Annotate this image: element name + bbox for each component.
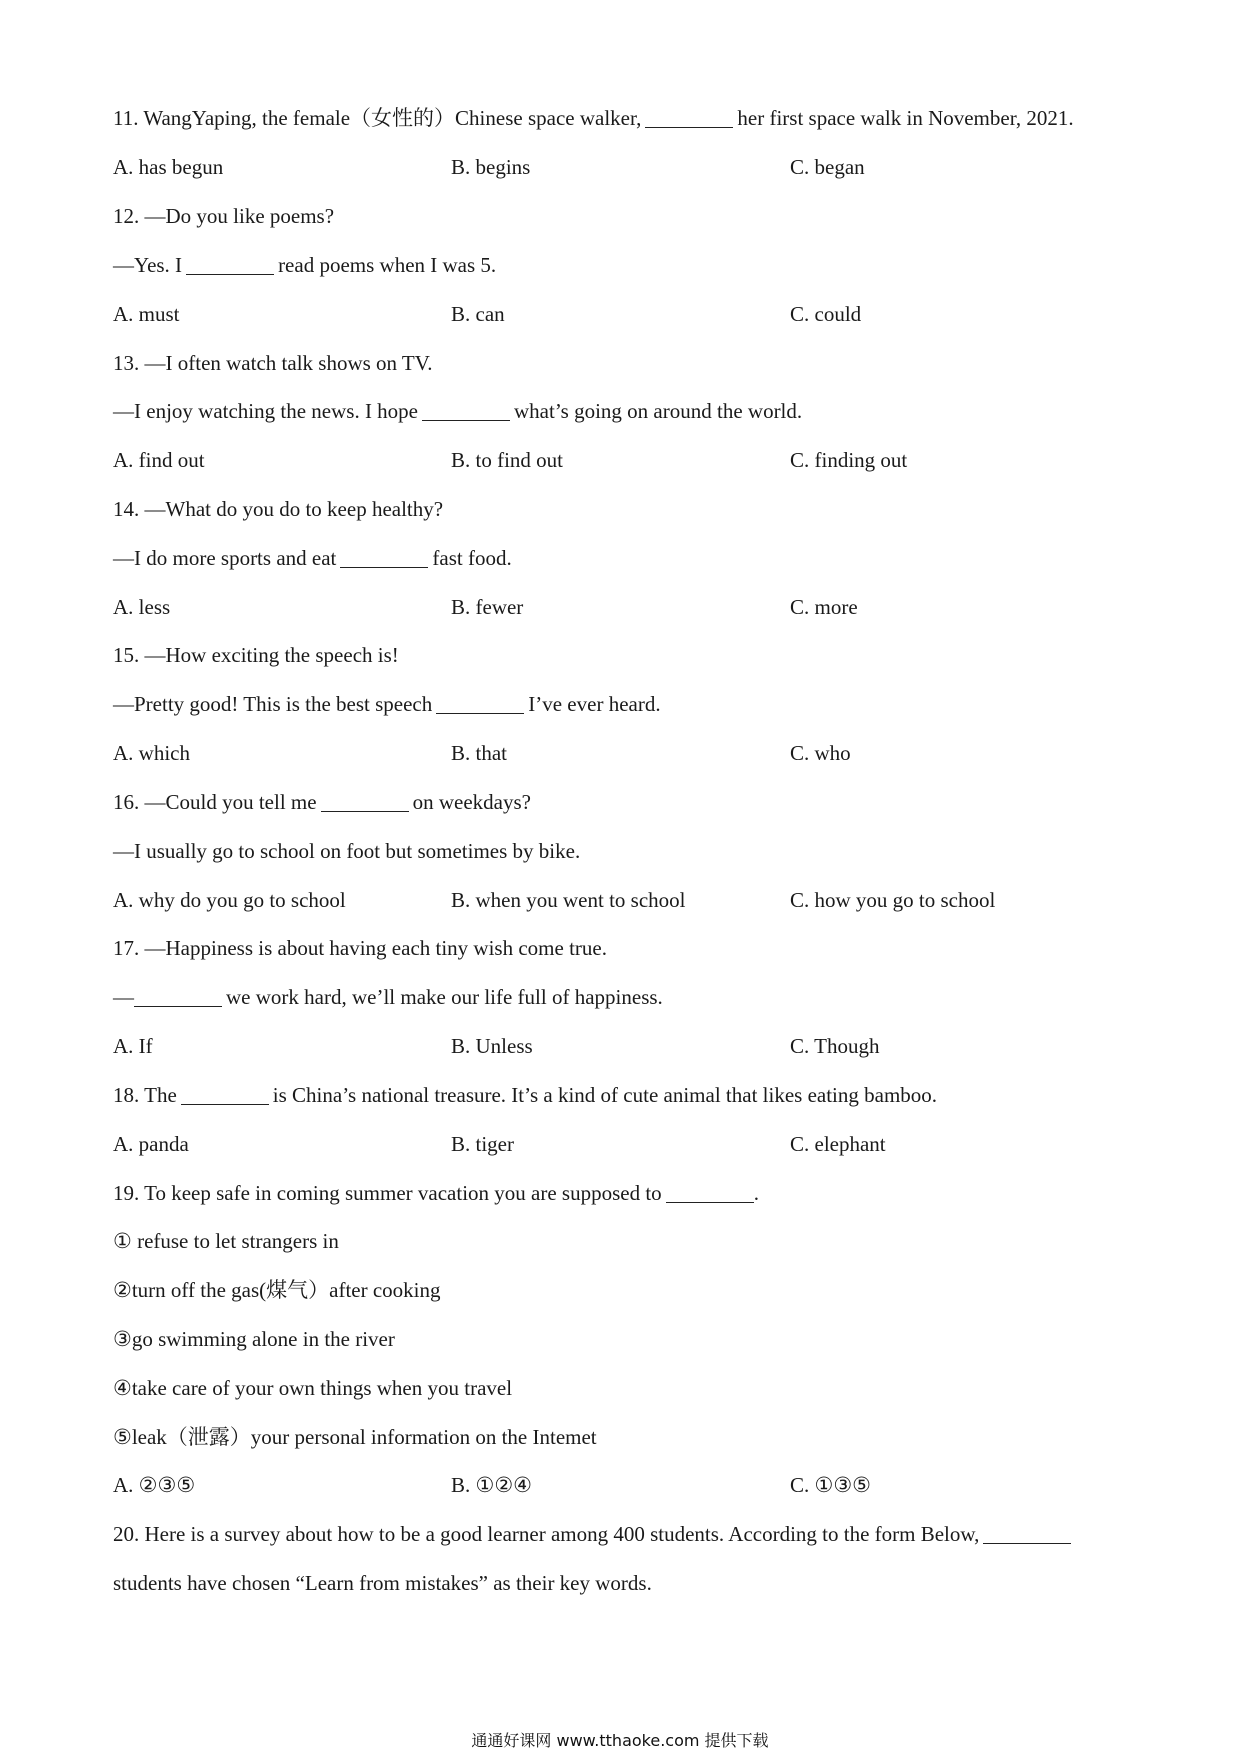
question-14-reply xyxy=(113,544,512,572)
question-19-item-1: ① refuse to let strangers in xyxy=(113,1229,339,1253)
answer-blank xyxy=(340,547,428,568)
q18-option-c: C. elephant xyxy=(790,1132,886,1156)
q13-option-b: B. to find out xyxy=(451,448,564,472)
question-20-line-2: students have chosen “Learn from mistakes” as their key words. xyxy=(113,1571,652,1595)
question-19-text-post: . xyxy=(753,1181,759,1205)
q15-option-b: B. that xyxy=(451,741,507,765)
q19-option-c: C. ①③⑤ xyxy=(790,1473,871,1497)
question-14-text-pre: —I do more sports and eat xyxy=(113,546,337,570)
question-14-stem: 14. —What do you do to keep healthy? xyxy=(113,497,444,521)
question-16-text-pre: 16. —Could you tell me xyxy=(113,790,317,814)
question-14-text-post: fast food. xyxy=(432,546,512,570)
q13-option-c: C. finding out xyxy=(790,448,908,472)
question-19-text-pre: 19. To keep safe in coming summer vacation you are supposed to xyxy=(113,1181,662,1205)
question-11-text-post: her first space walk in November, 2021. xyxy=(737,106,1074,130)
question-13-text-post: what’s going on around the world. xyxy=(514,399,803,423)
question-19-item-3: ③go swimming alone in the river xyxy=(113,1327,395,1351)
question-13-stem: 13. —I often watch talk shows on TV. xyxy=(113,351,433,375)
question-17-text-post: we work hard, we’ll make our life full of happiness. xyxy=(226,985,663,1009)
answer-blank xyxy=(422,400,510,421)
answer-blank xyxy=(666,1182,754,1203)
question-17-stem: 17. —Happiness is about having each tiny wish come true. xyxy=(113,936,607,960)
answer-blank xyxy=(134,986,222,1007)
q15-option-c: C. who xyxy=(790,741,851,765)
q12-option-b: B. can xyxy=(451,302,505,326)
question-19-stem xyxy=(113,1179,759,1207)
question-12-stem: 12. —Do you like poems? xyxy=(113,204,335,228)
q16-option-c: C. how you go to school xyxy=(790,888,996,912)
answer-blank xyxy=(321,791,409,812)
question-11-text-pre: 11. WangYaping, the female（女性的）Chinese space walker, xyxy=(113,106,642,130)
question-13-text-pre: —I enjoy watching the news. I hope xyxy=(113,399,419,423)
q15-option-a: A. which xyxy=(113,741,190,765)
q12-option-c: C. could xyxy=(790,302,862,326)
question-13-reply xyxy=(113,397,802,425)
q11-option-b: B. begins xyxy=(451,155,531,179)
question-16-text-post: on weekdays? xyxy=(412,790,531,814)
question-15-text-pre: —Pretty good! This is the best speech xyxy=(113,692,433,716)
answer-blank xyxy=(181,1084,269,1105)
answer-blank xyxy=(186,254,274,275)
q17-option-b: B. Unless xyxy=(451,1034,533,1058)
question-16-stem xyxy=(113,788,531,816)
q11-option-a: A. has begun xyxy=(113,155,224,179)
q14-option-a: A. less xyxy=(113,595,171,619)
page-footer: 通通好课网 www.tthaoke.com 提供下载 xyxy=(471,1731,769,1750)
question-18-text-pre: 18. The xyxy=(113,1083,177,1107)
question-17-reply xyxy=(113,983,663,1011)
q13-option-a: A. find out xyxy=(113,448,205,472)
question-19-item-2: ②turn off the gas(煤气）after cooking xyxy=(113,1278,441,1302)
question-15-reply xyxy=(113,690,661,718)
q18-option-a: A. panda xyxy=(113,1132,189,1156)
answer-blank xyxy=(436,693,524,714)
question-18-text-post: is China’s national treasure. It’s a kind of cute animal that likes eating bamboo. xyxy=(272,1083,938,1107)
question-12-text-post: read poems when I was 5. xyxy=(278,253,497,277)
question-12-text-pre: —Yes. I xyxy=(113,253,183,277)
question-20-stem xyxy=(113,1520,1075,1548)
question-19-item-4: ④take care of your own things when you travel xyxy=(113,1376,513,1400)
question-11-stem xyxy=(113,104,1074,132)
q17-option-a: A. If xyxy=(113,1034,153,1058)
question-17-text-pre: — xyxy=(113,985,134,1009)
q16-option-b: B. when you went to school xyxy=(451,888,686,912)
q19-option-a: A. ②③⑤ xyxy=(113,1473,196,1497)
question-15-stem: 15. —How exciting the speech is! xyxy=(113,643,399,667)
q11-option-c: C. began xyxy=(790,155,865,179)
q14-option-b: B. fewer xyxy=(451,595,524,619)
question-19-item-5: ⑤leak（泄露）your personal information on the Intemet xyxy=(113,1425,597,1449)
answer-blank xyxy=(645,107,733,128)
question-15-text-post: I’ve ever heard. xyxy=(528,692,661,716)
q19-option-b: B. ①②④ xyxy=(451,1473,532,1497)
question-20-text-pre: 20. Here is a survey about how to be a good learner among 400 students. According to the form Below, xyxy=(113,1522,980,1546)
q12-option-a: A. must xyxy=(113,302,180,326)
q14-option-c: C. more xyxy=(790,595,858,619)
question-12-reply xyxy=(113,251,496,279)
question-18-stem xyxy=(113,1081,937,1109)
q17-option-c: C. Though xyxy=(790,1034,880,1058)
q18-option-b: B. tiger xyxy=(451,1132,514,1156)
question-16-reply: —I usually go to school on foot but sometimes by bike. xyxy=(113,839,581,863)
q16-option-a: A. why do you go to school xyxy=(113,888,346,912)
answer-blank xyxy=(983,1523,1071,1544)
